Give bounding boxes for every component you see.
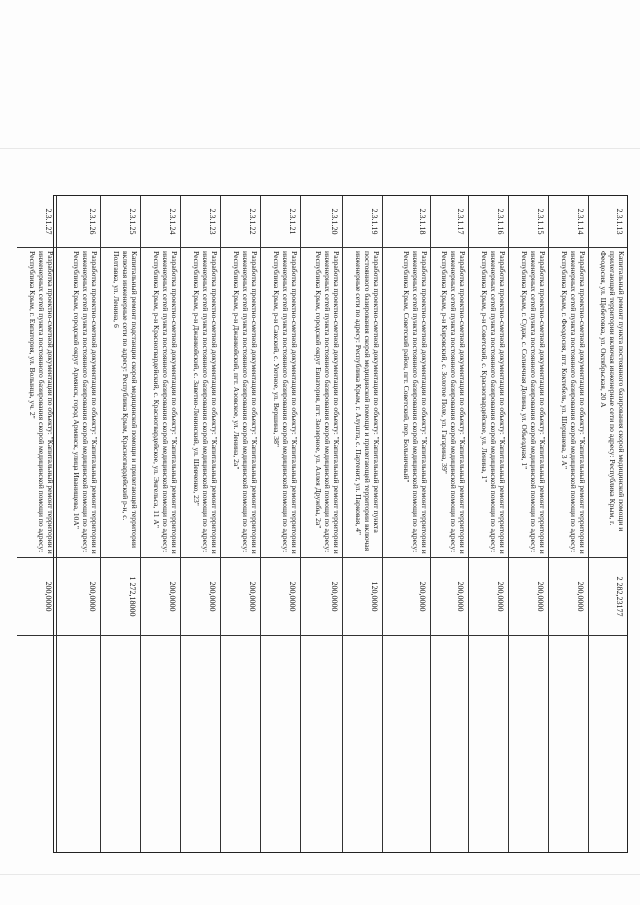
table-row — [549, 196, 589, 852]
row-code-cell: 2.3.1.19 — [343, 196, 382, 248]
row-empty-cell — [17, 636, 56, 852]
row-empty-cell — [343, 636, 382, 852]
row-empty-cell — [221, 636, 260, 852]
row-empty-cell — [101, 636, 140, 852]
row-description-cell: Разработка проектно-сметной документации по объекту: "Капитальный ремонт территории и инженерных сетей пункта постоянного базирования скорой медицинской помощи по адресу: Республика Крым, городской округ Евпатория, пгт. Заозерное, ул. Аллея Дружбы, 2а" — [301, 248, 342, 558]
row-empty-cell — [261, 636, 300, 852]
table-row — [17, 196, 57, 852]
row-code-cell: 2.3.1.22 — [221, 196, 260, 248]
row-description-cell: Разработка проектно-сметной документации по объекту: "Капитальный ремонт территории и инженерных сетей пункта постоянного базирования скорой медицинской помощи по адресу: Республика Крым, г. Феодосия, пгт. Коктебель, ул. Шершнева, 3 А" — [549, 248, 588, 558]
row-description-cell: Разработка проектно-сметной документации по объекту: "Капитальный ремонт территории и инженерных сетей пункта постоянного базирования скорой медицинской помощи по адресу: Республика Крым, р-н Сакский, с. Уютное, ул. Вершина, 38" — [261, 248, 300, 558]
row-description-cell: Разработка проектно-сметной документации по объекту: "Капитальный ремонт территории и инженерных сетей пункта постоянного базирования скорой медицинской помощи по адресу: Республика Крым, р-н Красногвардейский, с. Красногвардейское, ул. Энгельса, 11 А" — [141, 248, 180, 558]
table-row — [343, 196, 383, 852]
row-code-cell: 2.3.1.13 — [589, 196, 627, 248]
row-amount-cell: 200,0000 — [431, 558, 468, 636]
row-amount-cell: 2 282,23177 — [589, 558, 627, 636]
row-empty-cell — [383, 636, 430, 852]
row-code-cell: 2.3.1.20 — [301, 196, 342, 248]
row-description-cell: Разработка проектно-сметной документации по объекту: "Капитальный ремонт территории и инженерных сетей пункта постоянного базирования скорой медицинской помощи по адресу: Республика Крым, Советский район, пгт. Советский, пер. Больничный" — [383, 248, 430, 558]
row-description-cell: Разработка проектно-сметной документации по объекту: "Капитальный ремонт территории и инженерных сетей пункта постоянного базирования скорой медицинской помощи по адресу: Республика Крым, городской округ Армянск, город Армянск, улица Иванищева, 10А" — [57, 248, 100, 558]
table-row — [261, 196, 301, 852]
row-code-cell: 2.3.1.18 — [383, 196, 430, 248]
row-code-cell: 2.3.1.21 — [261, 196, 300, 248]
table-row — [589, 196, 627, 852]
scan-artifact-line — [0, 874, 640, 875]
row-empty-cell — [57, 636, 100, 852]
row-amount-cell: 200,0000 — [261, 558, 300, 636]
rotated-table-frame — [28, 195, 628, 853]
row-empty-cell — [431, 636, 468, 852]
scan-artifact-line — [0, 148, 640, 149]
table-row — [383, 196, 431, 852]
row-code-cell: 2.3.1.24 — [141, 196, 180, 248]
row-code-cell: 2.3.1.26 — [57, 196, 100, 248]
row-amount-cell: 200,0000 — [469, 558, 508, 636]
table-row — [221, 196, 261, 852]
row-code-cell: 2.3.1.16 — [469, 196, 508, 248]
row-amount-cell: 200,0000 — [17, 558, 56, 636]
row-description-cell: Капитальный ремонт подстанции скорой медицинской помощи и прилегающей территории включая инженерные сети по адресу: Республика Крым, Красногвардейский р-н, с. Полтавка, ул. Ленина, 6 — [101, 248, 140, 558]
row-description-cell: Капитальный ремонт пункта постоянного базирования скорой медицинской помощи и прилегающей территории включая инженерные сети по адресу: Республика Крым, г. Феодосия, ул. Щебетовка, ул. Октябрьская, 20 А — [589, 248, 627, 558]
row-code-cell: 2.3.1.27 — [17, 196, 56, 248]
table-row — [469, 196, 509, 852]
table-row — [57, 196, 101, 852]
row-amount-cell: 200,0000 — [549, 558, 588, 636]
table-row — [141, 196, 181, 852]
row-empty-cell — [141, 636, 180, 852]
row-empty-cell — [509, 636, 548, 852]
row-amount-cell: 200,0000 — [383, 558, 430, 636]
row-description-cell: Разработка проектно-сметной документации по объекту: "Капитальный ремонт пункта постоянного базирования скорой медицинской помощи и прилегающей территории включая инженерные сети по адресу: Республика Крым, г. Алушта, с. Партенит, ул. Парковая, 4" — [343, 248, 382, 558]
row-description-cell: Разработка проектно-сметной документации по объекту: "Капитальный ремонт территории и инженерных сетей пункта постоянного базирования скорой медицинской помощи по адресу: Республика Крым, р-н Кировский, с. Золотое Поле, ул. Гагарина, 39" — [431, 248, 468, 558]
row-amount-cell: 200,0000 — [141, 558, 180, 636]
table-row — [181, 196, 221, 852]
row-code-cell: 2.3.1.25 — [101, 196, 140, 248]
row-empty-cell — [549, 636, 588, 852]
row-amount-cell: 200,0000 — [221, 558, 260, 636]
row-amount-cell: 1 272,18000 — [101, 558, 140, 636]
row-amount-cell: 200,0000 — [181, 558, 220, 636]
row-description-cell: Разработка проектно-сметной документации по объекту: "Капитальный ремонт территории и инженерных сетей пункта постоянного базирования скорой медицинской помощи по адресу: Республика Крым, г. Судак, с. Солнечная Долина, ул. Объездная, 1" — [509, 248, 548, 558]
row-description-cell: Разработка проектно-сметной документации по объекту: "Капитальный ремонт территории и инженерных сетей пункта постоянного базирования скорой медицинской помощи по адресу: Республика Крым, р-н Джанкойский, с. Заветно-Ленинский, ул. Шевченко, 23" — [181, 248, 220, 558]
table-row — [431, 196, 469, 852]
table-row — [101, 196, 141, 852]
row-description-cell: Разработка проектно-сметной документации по объекту: "Капитальный ремонт территории и инженерных сетей пункта постоянного базирования скорой медицинской помощи по адресу: Республика Крым, г. Евпатория, ул. Волынца, уч. 2" — [17, 248, 56, 558]
row-amount-cell: 200,0000 — [57, 558, 100, 636]
table-row — [509, 196, 549, 852]
table-row — [301, 196, 343, 852]
row-empty-cell — [589, 636, 627, 852]
row-description-cell: Разработка проектно-сметной документации по объекту: "Капитальный ремонт территории и инженерных сетей пункта постоянного базирования скорой медицинской помощи по адресу: Республика Крым, р-н Джанкойский, пгт. Азовское, ул. Ленина, 2а" — [221, 248, 260, 558]
row-empty-cell — [301, 636, 342, 852]
row-empty-cell — [469, 636, 508, 852]
row-code-cell: 2.3.1.23 — [181, 196, 220, 248]
row-empty-cell — [181, 636, 220, 852]
row-description-cell: Разработка проектно-сметной документации по объекту: "Капитальный ремонт территории и инженерных сетей пункта постоянного базирования скорой медицинской помощи по адресу: Республика Крым, р-н Советский, с. Красногвардейское, ул. Ленина, 1" — [469, 248, 508, 558]
row-code-cell: 2.3.1.17 — [431, 196, 468, 248]
row-amount-cell: 120,0000 — [343, 558, 382, 636]
document-table — [28, 195, 628, 853]
row-amount-cell: 200,0000 — [509, 558, 548, 636]
row-amount-cell: 200,0000 — [301, 558, 342, 636]
row-code-cell: 2.3.1.15 — [509, 196, 548, 248]
row-code-cell: 2.3.1.14 — [549, 196, 588, 248]
